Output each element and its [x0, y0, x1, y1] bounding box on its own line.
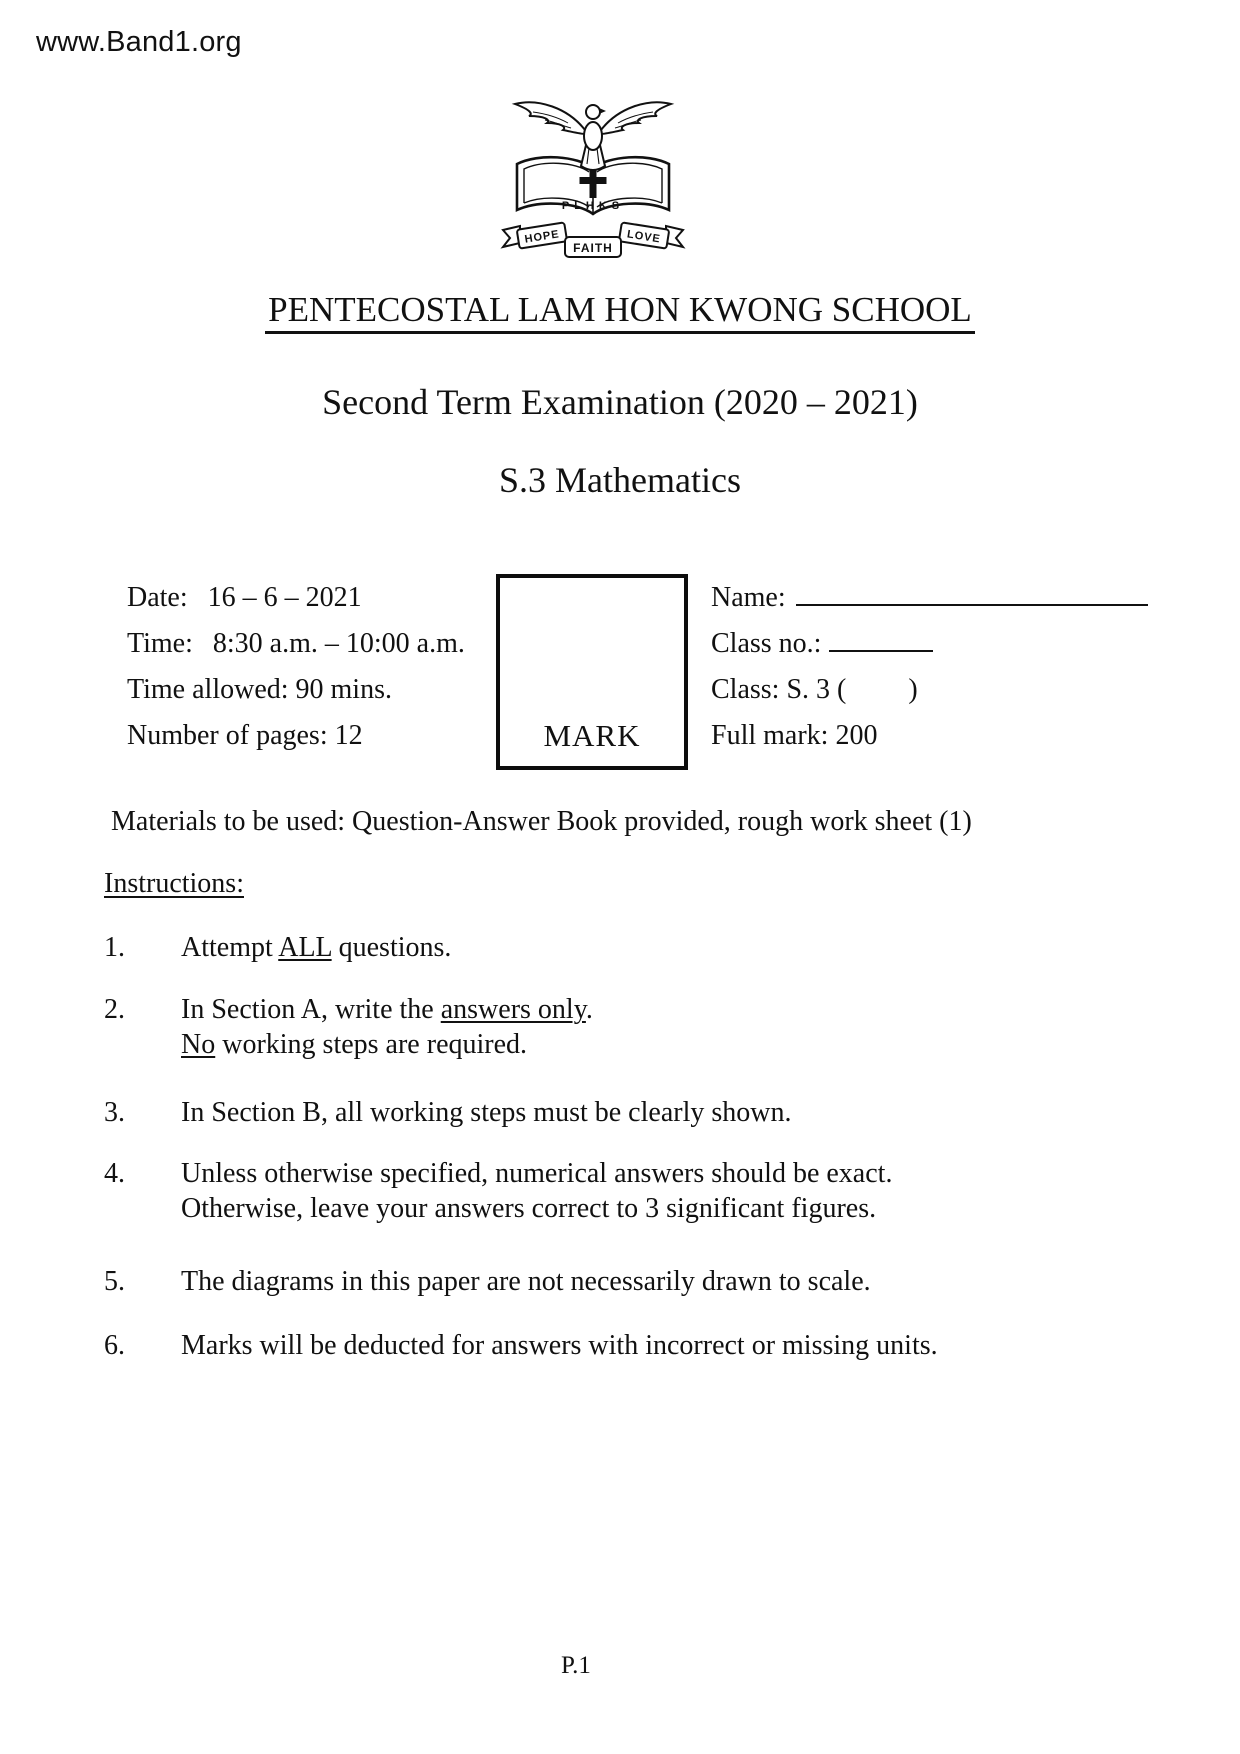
watermark-url: www.Band1.org — [36, 26, 242, 58]
underlined-text: ALL — [278, 932, 332, 963]
class-paren-close: ) — [908, 674, 918, 705]
name-row — [711, 575, 1148, 621]
class-row — [711, 667, 1148, 713]
date-value: 16 – 6 – 2021 — [207, 582, 362, 613]
instruction-number: 1. — [104, 932, 125, 963]
name-label: Name: — [711, 582, 786, 613]
instruction-text — [181, 1156, 892, 1226]
instruction-text — [181, 1328, 938, 1363]
instruction-number: 3. — [104, 1097, 125, 1128]
banner-ribbon — [503, 222, 683, 257]
plain-text: In Section B, all working steps must be clearly shown. — [181, 1097, 792, 1128]
materials-note: Materials to be used: Question-Answer Book provided, rough work sheet (1) — [111, 806, 972, 837]
underlined-text: No — [181, 1029, 216, 1060]
instruction-line — [181, 1156, 892, 1191]
plain-text: working steps are required. — [215, 1029, 528, 1060]
instruction-text — [181, 1264, 871, 1299]
instruction-line — [181, 1264, 871, 1299]
instructions-heading: Instructions: — [104, 868, 244, 899]
plain-text: Attempt — [181, 932, 279, 963]
class-no-blank-line — [829, 624, 933, 652]
instructions-list — [104, 930, 1064, 1390]
instruction-number: 5. — [104, 1266, 125, 1297]
full-mark-row: Full mark: 200 — [711, 720, 878, 751]
instruction-text — [181, 992, 593, 1062]
instruction-line — [181, 1027, 593, 1062]
time-allowed-row: Time allowed: 90 mins. — [127, 674, 392, 705]
instruction-line — [181, 992, 593, 1027]
instruction-number: 2. — [104, 994, 125, 1025]
school-crest — [493, 90, 693, 270]
instruction-line — [181, 1328, 938, 1363]
instruction-item — [104, 1328, 1064, 1363]
instruction-number: 6. — [104, 1330, 125, 1361]
plain-text: The diagrams in this paper are not necessarily drawn to scale. — [181, 1266, 871, 1297]
class-prefix: Class: S. 3 ( — [711, 674, 847, 705]
instruction-item — [104, 930, 1064, 965]
name-blank-line — [796, 578, 1148, 606]
plain-text: questions. — [331, 932, 452, 963]
mark-box — [496, 574, 688, 770]
plain-text: In Section A, write the — [181, 994, 441, 1025]
class-no-row — [711, 621, 1148, 667]
instruction-number: 4. — [104, 1158, 125, 1189]
school-name-text: PENTECOSTAL LAM HON KWONG SCHOOL — [265, 292, 975, 334]
underlined-text: answers only — [440, 994, 586, 1025]
date-row — [127, 575, 465, 621]
subject-title: S.3 Mathematics — [499, 460, 741, 500]
pages-row: Number of pages: 12 — [127, 720, 363, 751]
time-value: 8:30 a.m. – 10:00 a.m. — [212, 628, 465, 659]
exam-info-right — [711, 575, 1148, 759]
banner-word-faith: FAITH — [573, 241, 613, 255]
mark-box-label: MARK — [543, 718, 641, 753]
plain-text: Marks will be deducted for answers with incorrect or missing units. — [181, 1330, 938, 1361]
instruction-item — [104, 1095, 1064, 1130]
book-initials: PLHKS — [561, 200, 625, 212]
instruction-text — [181, 930, 451, 965]
school-name-title — [0, 292, 1240, 334]
time-label: Time: — [127, 628, 193, 659]
page-number-footer: P.1 — [561, 1652, 591, 1679]
plain-text: Otherwise, leave your answers correct to 3 significant figures. — [181, 1193, 877, 1224]
instruction-line — [181, 1095, 791, 1130]
date-label: Date: — [127, 582, 188, 613]
banner-word-hope: HOPE — [523, 228, 561, 246]
instruction-item — [104, 1264, 1064, 1299]
exam-info-left — [127, 575, 465, 759]
instruction-line — [181, 930, 451, 965]
instruction-line — [181, 1191, 892, 1226]
plain-text: Unless otherwise specified, numerical answers should be exact. — [181, 1158, 893, 1189]
instruction-text — [181, 1095, 791, 1130]
exam-title: Second Term Examination (2020 – 2021) — [322, 382, 918, 422]
instruction-item — [104, 992, 1064, 1062]
class-no-label: Class no.: — [711, 628, 822, 659]
instruction-item — [104, 1156, 1064, 1226]
time-row — [127, 621, 465, 667]
plain-text: . — [585, 994, 593, 1025]
banner-word-love: LOVE — [626, 228, 662, 246]
